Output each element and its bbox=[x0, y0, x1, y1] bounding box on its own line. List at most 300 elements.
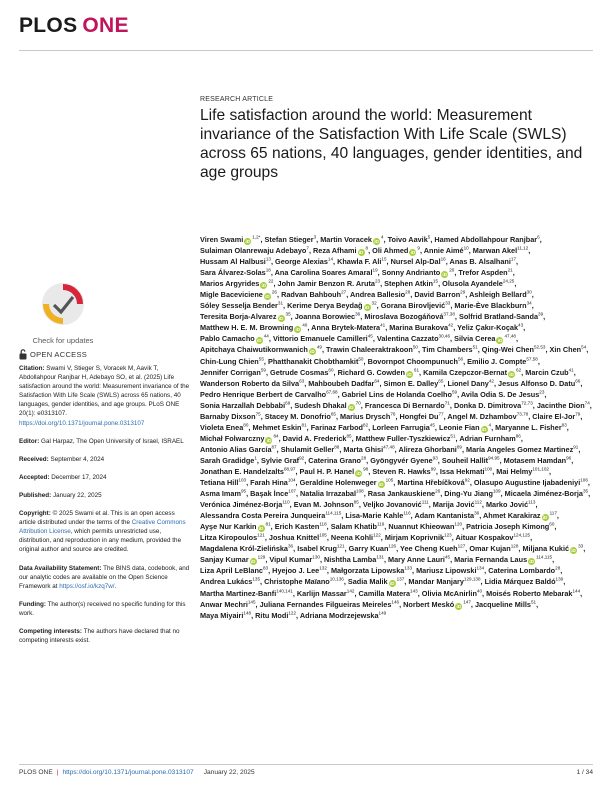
license-link[interactable]: Creative Commons Attribution License bbox=[19, 519, 186, 536]
affiliation-marker: 114,115 bbox=[325, 510, 342, 516]
published-date: January 22, 2025 bbox=[52, 491, 102, 499]
author-name: Farah Hina bbox=[250, 478, 288, 488]
affiliation-marker: 47,48 bbox=[383, 444, 395, 450]
affiliation-marker: 67,68 bbox=[326, 389, 338, 395]
author: Angel M. Dzhambov$^{73,78}$, bbox=[447, 411, 531, 421]
affiliation-marker: 145 bbox=[247, 599, 256, 605]
author: Nursel Alp-Dal$^{16}$, bbox=[390, 256, 448, 267]
check-for-updates-icon[interactable] bbox=[27, 280, 99, 330]
affiliation-marker: 36 bbox=[355, 311, 361, 317]
author: Gyöngyvér Gyene$^{93}$, bbox=[370, 455, 440, 465]
page-footer bbox=[19, 769, 593, 776]
accepted-label: Accepted: bbox=[19, 473, 50, 481]
author-name: Asma Imam bbox=[200, 489, 241, 499]
author-name: Stephen Atkin bbox=[384, 279, 433, 289]
affiliation-marker: 28 bbox=[555, 565, 561, 571]
author-name: Leonie Fian bbox=[438, 422, 480, 432]
orcid-icon[interactable]: iD bbox=[356, 470, 361, 476]
author-name: Mariusz Lipowski bbox=[416, 566, 477, 576]
author-name: Olivia McAnirlin bbox=[421, 588, 477, 598]
author-name: Matthew Fuller-Tyszkiewicz bbox=[355, 433, 451, 443]
affiliation-marker: 36 bbox=[474, 510, 480, 516]
author-name: John Jamir Benzon R. Aruta bbox=[277, 279, 375, 289]
author-name: Erich Kasten bbox=[274, 522, 320, 532]
affiliation-marker: 114,115 bbox=[536, 554, 553, 560]
author-name: Radvan Bahbouh bbox=[281, 290, 342, 300]
author-name: Bovornpot Choompunuch bbox=[367, 356, 458, 366]
affiliation-marker: 51 bbox=[472, 345, 478, 351]
author: Liza April LeBlanc$^{83}$, bbox=[200, 565, 271, 576]
affiliation-marker: 15 bbox=[432, 278, 439, 284]
author: Getrude Cosmas$^{60}$, bbox=[270, 367, 336, 377]
affiliation-marker: 137 bbox=[396, 577, 405, 583]
author: David Barron$^{29}$, bbox=[414, 289, 468, 300]
affiliation-marker: 120 bbox=[454, 521, 463, 527]
author: Nuannut Khieowan$^{120}$, bbox=[388, 521, 465, 532]
journal-logo bbox=[19, 14, 129, 38]
author: Marija Jović$^{112}$, bbox=[432, 499, 484, 510]
affiliation-marker: 32 bbox=[371, 300, 377, 306]
affiliation-marker: 122 bbox=[288, 610, 297, 616]
affiliation-marker: 30 bbox=[526, 289, 532, 295]
author: Phatthanakit Chobthamkit$^{50}$, bbox=[267, 356, 366, 366]
affiliation-marker: 89 bbox=[456, 444, 462, 450]
author-name: Marwan Akel bbox=[472, 246, 518, 256]
author: Evan M. Johnson$^{85}$, bbox=[293, 499, 361, 510]
footer-doi-link[interactable]: https://doi.org/10.1371/journal.pone.0313107 bbox=[62, 769, 194, 776]
author: Mahboubeh Dadfar$^{64}$, bbox=[308, 378, 382, 388]
affiliation-marker: 124,125 bbox=[513, 532, 531, 538]
orcid-icon[interactable]: iD bbox=[571, 548, 576, 554]
author: Khawla F. Ali$^{15}$, bbox=[337, 256, 389, 267]
orcid-icon[interactable]: iD bbox=[250, 559, 256, 565]
open-lock-icon bbox=[19, 349, 27, 360]
author: Omar Kujan$^{128}$, bbox=[469, 543, 521, 554]
affiliation-marker: 81 bbox=[301, 422, 307, 428]
author-name: Sulaiman Olanrewaju Adebayo bbox=[200, 246, 307, 256]
orcid-icon[interactable]: iD bbox=[258, 526, 264, 532]
author: Matthew H. E. M. Browning $iD^{40}$, bbox=[200, 322, 310, 333]
author: Erich Kasten$^{118}$, bbox=[274, 521, 329, 532]
author: Sonny Andrianto $iD^{20}$, bbox=[381, 267, 457, 278]
data-availability bbox=[19, 564, 191, 591]
author-name: Lorleen Farrugia bbox=[372, 422, 430, 432]
orcid-icon[interactable]: iD bbox=[481, 426, 487, 432]
author: Micaela Jiménez-Borja$^{35}$, bbox=[504, 488, 591, 499]
affiliation-marker: 132 bbox=[319, 565, 327, 571]
author: Leonie Fian $iD^4$, bbox=[438, 422, 494, 432]
orcid-icon[interactable]: iD bbox=[542, 515, 548, 521]
affiliation-marker: 42 bbox=[448, 322, 454, 328]
author-name: Maya Miyairi bbox=[200, 610, 244, 620]
author: Adrian Furnham$^{86}$, bbox=[459, 433, 523, 443]
orcid-icon[interactable]: iD bbox=[389, 581, 395, 587]
affiliation-marker: 116 bbox=[403, 510, 411, 516]
affiliation-marker: 4 bbox=[381, 234, 384, 240]
affiliation-marker: 84 bbox=[273, 433, 279, 439]
orcid-icon[interactable]: iD bbox=[295, 327, 301, 333]
author: Paul H. P. Hanel $iD^{98}$, bbox=[299, 466, 371, 476]
author-name: Adriana Modrzejewska bbox=[299, 610, 379, 620]
author: John Jamir Benzon R. Aruta$^{23}$, bbox=[277, 278, 383, 289]
logo-plos: PLOS bbox=[19, 14, 78, 37]
citation-doi-link[interactable]: https://doi.org/10.1371/journal.pone.0313107 bbox=[19, 419, 145, 427]
affiliation-marker: 81 bbox=[265, 521, 271, 527]
author-name: Kerime Derya Beydağ bbox=[287, 301, 363, 311]
affiliation-marker: 121 bbox=[336, 543, 345, 549]
received-label: Received: bbox=[19, 455, 49, 463]
author: Joshua Knittel$^{105}$, bbox=[268, 532, 329, 543]
author: Karlijn Massar$^{142}$, bbox=[296, 588, 357, 598]
affiliation-marker: 117 bbox=[549, 510, 557, 516]
author: Vittorio Emanuele Camilleri$^{45}$, bbox=[272, 334, 375, 344]
author-name: Donka D. Dimitrova bbox=[453, 400, 522, 410]
affiliation-marker: 131 bbox=[376, 554, 384, 560]
affiliation-marker: 140,141 bbox=[276, 588, 293, 594]
author-name: María Angeles Gomez Martinez bbox=[466, 444, 574, 454]
author-name: Pablo Camacho bbox=[200, 334, 255, 344]
affiliation-marker: 105 bbox=[319, 532, 327, 538]
author-name: Marko Jović bbox=[485, 500, 529, 510]
author-name: George Alexias bbox=[275, 257, 328, 267]
author-name: Toivo Aavik bbox=[387, 235, 428, 244]
author-name: Andrea Ballesio bbox=[349, 290, 406, 300]
affiliation-marker: 28 bbox=[405, 289, 411, 295]
affiliation-marker: 91 bbox=[573, 444, 579, 450]
article-type: RESEARCH ARTICLE bbox=[200, 96, 274, 103]
author-name: Ahmet Karakiraz bbox=[482, 511, 541, 521]
affiliation-marker: 69 bbox=[285, 400, 291, 406]
orcid-icon[interactable]: iD bbox=[456, 603, 462, 609]
author: Neena Kohli$^{122}$, bbox=[330, 532, 383, 543]
author: Trawin Chaleeraktrakoon$^{50}$, bbox=[326, 345, 420, 355]
author: George Alexias$^{14}$, bbox=[275, 256, 336, 267]
affiliation-marker: 35 bbox=[582, 488, 589, 494]
author-name: Annie Aimé bbox=[423, 246, 464, 256]
author: Sadia Malik $iD^{137}$, bbox=[347, 577, 407, 587]
affiliation-marker: 56 bbox=[457, 356, 464, 362]
affiliation-marker: 45 bbox=[367, 334, 373, 339]
author: Salam Khatib$^{119}$, bbox=[330, 521, 387, 532]
affiliation-marker: 129,138 bbox=[463, 577, 481, 583]
affiliation-marker: 23 bbox=[539, 389, 545, 395]
orcid-icon[interactable]: iD bbox=[358, 250, 364, 256]
author: Ding-Yu Jiang$^{109}$, bbox=[444, 488, 503, 499]
affiliation-marker: 15 bbox=[381, 256, 387, 262]
author: Jacinthe Dion$^{74}$, bbox=[536, 400, 592, 410]
affiliation-marker: 10,136 bbox=[329, 577, 344, 583]
affiliation-marker: 50 bbox=[358, 356, 364, 362]
open-access-label: OPEN ACCESS bbox=[30, 350, 88, 359]
author-name: Marius Drysch bbox=[340, 411, 391, 421]
funding-label: Funding: bbox=[19, 600, 46, 608]
check-for-updates-label[interactable]: Check for updates bbox=[32, 336, 94, 345]
affiliation-marker: 45 bbox=[444, 554, 451, 560]
affiliation-marker: 4 bbox=[488, 422, 492, 428]
affiliation-marker: 88,97 bbox=[283, 466, 296, 472]
author-name: Neena Kohli bbox=[330, 533, 374, 543]
affiliation-marker: 55 bbox=[258, 356, 264, 362]
orcid-icon[interactable]: iD bbox=[348, 404, 354, 410]
affiliation-marker: 82 bbox=[363, 422, 369, 428]
editor-label: Editor: bbox=[19, 437, 40, 445]
affiliation-marker: 129 bbox=[257, 554, 266, 560]
author-name: Geraldine Holenweger bbox=[299, 478, 377, 488]
author: Hamed Abdollahpour Ranjbar$^6$, bbox=[434, 234, 542, 244]
author: Garry Kuan$^{126}$, bbox=[348, 543, 399, 554]
author-name: Evan M. Johnson bbox=[293, 500, 354, 510]
author: Norbert Meskó $iD^{147}$, bbox=[403, 599, 473, 609]
author: Mai Helmy$^{101,102}$, bbox=[496, 466, 551, 476]
author: Małgorzata Lipowska$^{133}$, bbox=[330, 565, 415, 576]
author: Adam Kantanista$^{36}$, bbox=[414, 510, 482, 521]
orcid-icon[interactable]: iD bbox=[497, 338, 503, 344]
affiliation-marker: 26 bbox=[271, 289, 277, 295]
author-name: Andrea Lukács bbox=[200, 577, 253, 587]
osf-link[interactable]: https://osf.io/kzq7w/ bbox=[59, 582, 115, 590]
author-name: Maryanne L. Fisher bbox=[495, 422, 562, 432]
author: Yeliz Çakır-Koçak$^{43}$, bbox=[457, 322, 526, 333]
author-name: Tim Chambers bbox=[422, 345, 473, 355]
orcid-icon[interactable]: iD bbox=[310, 349, 315, 355]
author: Hussam Al Halbusi$^{13}$, bbox=[200, 256, 273, 267]
orcid-icon[interactable]: iD bbox=[265, 294, 270, 300]
affiliation-marker: 11,12 bbox=[517, 245, 529, 251]
affiliation-marker: 33 bbox=[445, 300, 451, 306]
affiliation-marker: 119 bbox=[376, 521, 385, 527]
author-name: Anna Brytek-Matera bbox=[311, 323, 381, 333]
author: Rasa Jankauskiene$^{26}$, bbox=[367, 488, 443, 499]
affiliation-marker: 41 bbox=[380, 322, 386, 328]
author-name: Claire El-Jor bbox=[532, 411, 576, 421]
author: Miljana Kukić $iD^{33}$, bbox=[522, 543, 586, 554]
author-name: Emilio J. Compte bbox=[467, 356, 527, 366]
affiliation-marker: 62 bbox=[516, 367, 522, 373]
author-name: Rasa Jankauskiene bbox=[367, 489, 436, 499]
affiliation-marker: 99 bbox=[430, 466, 436, 472]
author: Michał Folwarczny $iD^{84}$, bbox=[200, 433, 281, 443]
author-name: Yee Cheng Kueh bbox=[400, 544, 458, 554]
author-name: Reza Afhami bbox=[313, 246, 357, 256]
author-name: Yeliz Çakır-Koçak bbox=[457, 323, 519, 333]
affiliation-marker: 88 bbox=[334, 444, 340, 450]
author: Richard G. Cowden $iD^{61}$, bbox=[337, 367, 422, 377]
affiliation-marker: 122 bbox=[373, 532, 381, 538]
author: Olusola Ayandele$^{24,25}$, bbox=[442, 278, 517, 289]
author: Simon E. Dalley$^{65}$, bbox=[383, 378, 446, 388]
affiliation-marker: 3 bbox=[313, 234, 317, 240]
author: Hongfei Du$^{77}$, bbox=[399, 411, 446, 421]
affiliation-marker: 40 bbox=[302, 322, 308, 328]
affiliation-marker: 144 bbox=[572, 588, 581, 594]
affiliation-marker: 118 bbox=[319, 521, 327, 527]
author-name: Gorana Birovljević bbox=[380, 301, 446, 311]
author-name: Alessandra Costa Pereira Junqueira bbox=[200, 511, 326, 521]
orcid-icon[interactable]: iD bbox=[245, 239, 251, 244]
author-name: Jacinthe Dion bbox=[536, 400, 585, 410]
author-name: Marija Jović bbox=[432, 500, 475, 510]
affiliation-marker: 123 bbox=[444, 532, 452, 538]
author-name: Liza April LeBlanc bbox=[200, 566, 263, 576]
author-name: Marcin Czub bbox=[525, 367, 569, 377]
author: Violeta Enea$^{80}$, bbox=[200, 422, 251, 432]
editor-text: Gal Harpaz, The Open University of Israel, ISRAEL bbox=[41, 437, 184, 445]
author-name: Vittorio Emanuele Camilleri bbox=[272, 334, 368, 344]
orcid-icon[interactable]: iD bbox=[442, 272, 448, 278]
data-availability-text: The BINS data, codebook, and our analytic codes are available on the Open Science Framework at bbox=[19, 564, 190, 590]
affiliation-marker: 60 bbox=[328, 367, 334, 373]
author: Sarah Gradidge$^1$, bbox=[200, 455, 259, 465]
affiliation-marker: 7 bbox=[306, 245, 309, 251]
affiliation-marker: 63 bbox=[299, 378, 305, 384]
author-name: Paul H. P. Hanel bbox=[299, 466, 355, 476]
affiliation-marker: 61 bbox=[413, 367, 420, 373]
author-name: Karlijn Massar bbox=[296, 588, 347, 598]
footer-date: January 22, 2025 bbox=[203, 769, 255, 776]
author: Sylvie Graf$^{92}$, bbox=[260, 455, 307, 465]
author: Marcin Czub$^{41}$, bbox=[525, 367, 576, 377]
author: Natalia Irrazabal$^{108}$, bbox=[300, 488, 366, 499]
affiliation-marker: 39 bbox=[538, 311, 544, 317]
author-name: Marios Argyrides bbox=[200, 279, 260, 289]
orcid-icon[interactable]: iD bbox=[378, 482, 384, 488]
affiliation-marker: 64 bbox=[374, 378, 380, 384]
affiliation-marker: 87 bbox=[271, 444, 277, 450]
author-name: Simon E. Dalley bbox=[383, 378, 439, 388]
author-name: Hamed Abdollahpour Ranjbar bbox=[434, 235, 538, 244]
author-name: Małgorzata Lipowska bbox=[330, 566, 405, 576]
affiliation-marker: 41 bbox=[568, 367, 574, 373]
author: Lisa-Marie Kahle$^{116}$, bbox=[345, 510, 413, 521]
author-name: Anwar Mechri bbox=[200, 599, 248, 609]
affiliation-marker: 16 bbox=[440, 256, 446, 262]
affiliation-marker: 139 bbox=[555, 577, 564, 583]
page-number: 1 / 34 bbox=[576, 769, 593, 776]
corresponding-author-marker: * bbox=[258, 234, 261, 240]
affiliation-marker: 100 bbox=[484, 466, 493, 472]
author-name: Jennifer Corrigan bbox=[200, 367, 261, 377]
orcid-icon[interactable]: iD bbox=[278, 316, 284, 322]
affiliation-marker: 42 bbox=[488, 378, 494, 384]
author: Tetiana Hill$^{103}$, bbox=[200, 477, 249, 488]
author-name: Motasem Hamdan bbox=[503, 455, 567, 465]
affiliation-marker: 6 bbox=[537, 234, 540, 240]
author-name: Hongfei Du bbox=[399, 411, 439, 421]
received-date: September 4, 2024 bbox=[50, 455, 105, 463]
author-name: Viren Swami bbox=[200, 235, 244, 244]
orcid-icon[interactable]: iD bbox=[256, 338, 262, 344]
received bbox=[19, 455, 191, 464]
author: Mehmet Eskin$^{81}$, bbox=[252, 422, 309, 432]
orcid-icon[interactable]: iD bbox=[266, 437, 272, 443]
author-name: Camilla Matera bbox=[358, 588, 411, 598]
author-name: Oli Ahmed bbox=[372, 246, 409, 256]
author-name: Farinaz Farbod bbox=[310, 422, 364, 432]
affiliation-marker: 49 bbox=[316, 345, 322, 351]
author: Anas B. Alsalhani$^{17}$, bbox=[449, 256, 519, 267]
author-name: Michał Folwarczny bbox=[200, 433, 265, 443]
author: Geraldine Holenweger $iD^{105}$, bbox=[299, 477, 396, 488]
author: Wanderson Roberto da Silva$^{63}$, bbox=[200, 378, 307, 388]
funding bbox=[19, 600, 191, 618]
orcid-icon[interactable]: iD bbox=[364, 305, 370, 311]
author-name: Barnaby Dixson bbox=[200, 411, 256, 421]
affiliation-marker: 96 bbox=[566, 455, 572, 461]
orcid-icon[interactable]: iD bbox=[261, 283, 267, 289]
author-name: Jesus Alfonso D. Datu bbox=[498, 378, 576, 388]
affiliation-marker: 94,95 bbox=[488, 455, 500, 461]
author-name: Trawin Chaleeraktrakoon bbox=[326, 345, 413, 355]
author-name: Nursel Alp-Dal bbox=[390, 257, 441, 267]
orcid-icon[interactable]: iD bbox=[529, 559, 534, 565]
affiliation-marker: 98 bbox=[363, 466, 369, 472]
affiliation-marker: 126 bbox=[388, 543, 397, 549]
author-name: Stefan Stieger bbox=[264, 235, 314, 244]
author-name: Gabriel Lins de Holanda Coelho bbox=[341, 389, 452, 399]
orcid-icon[interactable]: iD bbox=[407, 371, 412, 377]
author: Donka D. Dimitrova$^{72,73}$, bbox=[453, 400, 535, 410]
affiliation-marker: 73,78 bbox=[516, 411, 529, 417]
affiliation-marker: 148 bbox=[243, 610, 252, 616]
author: Souheil Hallit$^{94,95}$, bbox=[441, 455, 502, 465]
citation bbox=[19, 364, 191, 428]
author: Sulaiman Olanrewaju Adebayo$^7$, bbox=[200, 245, 311, 256]
author-name: Joanna Borowiec bbox=[294, 312, 356, 322]
affiliation-marker: 103 bbox=[238, 477, 247, 483]
author-name: Norbert Meskó bbox=[403, 599, 455, 609]
published bbox=[19, 491, 191, 500]
author-name: Qing-Wei Chen bbox=[481, 345, 534, 355]
author-name: Getrude Cosmas bbox=[270, 367, 329, 377]
author-name: Valentina Cazzato bbox=[376, 334, 439, 344]
author: Barnaby Dixson$^{75}$, bbox=[200, 411, 263, 421]
affiliation-marker: 111 bbox=[421, 499, 429, 505]
affiliation-marker: 52,53 bbox=[533, 345, 546, 351]
author-list bbox=[200, 234, 592, 621]
affiliation-marker: 65 bbox=[330, 411, 336, 417]
author: Christophe Maïano$^{10,136}$, bbox=[264, 577, 346, 587]
author-name: Mai Helmy bbox=[496, 466, 533, 476]
author: Verónica Jiménez-Borja$^{110}$, bbox=[200, 499, 292, 510]
author: Annie Aimé$^{10}$, bbox=[423, 245, 471, 256]
author-name: Sara Álvarez-Solas bbox=[200, 268, 266, 278]
affiliation-marker: 34 bbox=[526, 300, 532, 306]
orcid-icon[interactable]: iD bbox=[374, 239, 379, 244]
author-name: Moisés Roberto Mebarak bbox=[486, 588, 573, 598]
author-name: Migle Baceviciene bbox=[200, 290, 263, 300]
affiliation-marker: 80 bbox=[243, 422, 249, 428]
affiliation-marker: 50 bbox=[412, 345, 418, 351]
author-name: Caterina Grano bbox=[308, 455, 362, 465]
author-name: Anas B. Alsalhani bbox=[449, 257, 511, 267]
orcid-icon[interactable]: iD bbox=[509, 371, 514, 377]
author-name: Khawla F. Ali bbox=[337, 257, 382, 267]
author: Gabriel Lins de Holanda Coelho$^{59}$, bbox=[341, 389, 460, 399]
author: Issa Hekmati$^{100}$, bbox=[439, 466, 495, 476]
author: Mary Anne Lauri$^{45}$, bbox=[388, 554, 453, 565]
author: Maya Miyairi$^{148}$, bbox=[200, 610, 254, 620]
author-name: Martin Voracek bbox=[320, 235, 372, 244]
author: María Angeles Gomez Martinez$^{91}$, bbox=[466, 444, 581, 454]
orcid-icon[interactable]: iD bbox=[410, 250, 416, 256]
author-name: Sonny Andrianto bbox=[381, 268, 441, 278]
author: Olasupo Augustine Ijabadeniyi$^{106}$, bbox=[473, 477, 590, 488]
author: Yee Cheng Kueh$^{127}$, bbox=[400, 543, 468, 554]
author-name: Omar Kujan bbox=[469, 544, 511, 554]
affiliation-marker: 76 bbox=[390, 411, 396, 417]
footer-separator: | bbox=[56, 769, 59, 776]
affiliation-marker: 130 bbox=[312, 554, 320, 560]
